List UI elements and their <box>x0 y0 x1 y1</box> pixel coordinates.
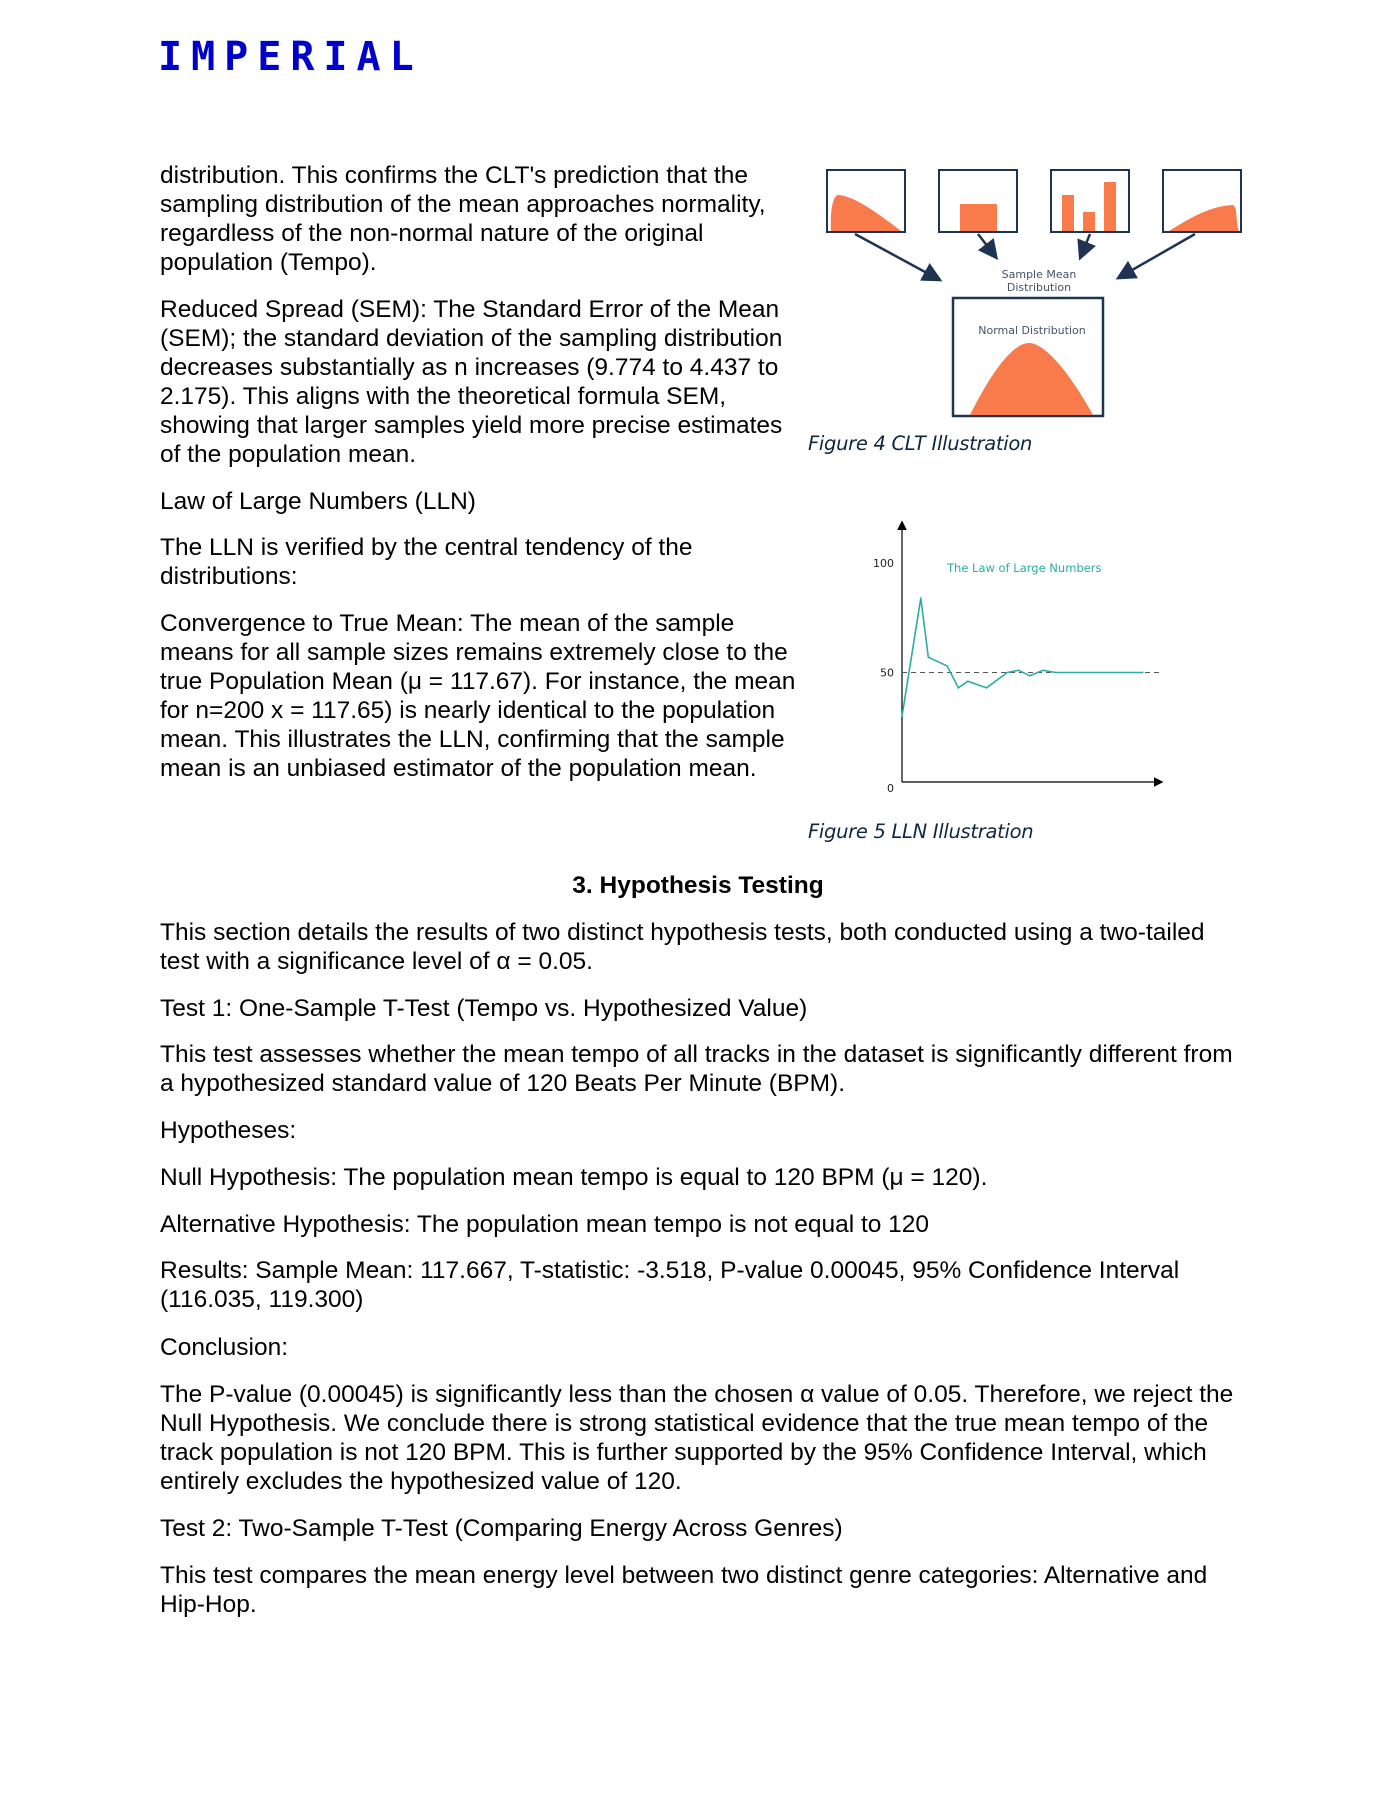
data-point <box>1142 672 1144 674</box>
convergence-paragraph: Convergence to True Mean: The mean of the sample means for all sample sizes remains extremely close to the true Population Mean (μ = 117.67). For instance, the mean for n=200 x = 117.65) is nearly identical to the population mean. This illustrates the LLN, confirming that the sample mean is an unbiased estimator of the population mean. <box>160 610 796 782</box>
normal-distribution-panel <box>953 298 1103 416</box>
data-point <box>901 716 903 718</box>
data-point <box>1029 675 1031 677</box>
arrow-icon <box>1120 234 1195 277</box>
data-point <box>958 687 960 689</box>
source-panel-bars <box>1051 170 1129 232</box>
clt-illustration <box>810 160 1250 440</box>
data-point <box>1006 672 1008 674</box>
data-point <box>1042 670 1044 672</box>
y-tick-label: 0 <box>887 782 894 795</box>
lln-subheading: Law of Large Numbers (LLN) <box>160 488 476 515</box>
arrow-icon <box>855 234 938 279</box>
data-point <box>928 656 930 658</box>
normal-distribution-label: Normal Distribution <box>978 324 1086 337</box>
data-point <box>920 597 922 599</box>
source-panel-right-skewed <box>827 170 905 232</box>
data-point <box>1055 672 1057 674</box>
source-panel-uniform <box>939 170 1017 232</box>
data-point <box>1018 670 1020 672</box>
test1-conclusion: The P-value (0.00045) is significantly less than the chosen α value of 0.05. Therefore, we reject the Null Hypothesis. We conclude there is strong statistical evidence that the true mean tempo of the track population is not 120 BPM. This is further supported by the 95% Confidence Interval, which entirely excludes the hypothesized value of 120. <box>160 1381 1234 1495</box>
chart-title: The Law of Large Numbers <box>947 561 1102 575</box>
sample-mean-label: Sample Mean <box>1001 268 1077 281</box>
sample-mean-label: Distribution <box>1006 281 1072 294</box>
y-tick-label: 100 <box>873 557 894 570</box>
data-point <box>946 665 948 667</box>
hypotheses-label: Hypotheses: <box>160 1117 297 1144</box>
data-point <box>967 680 969 682</box>
clt-normality-paragraph: distribution. This confirms the CLT's prediction that the sampling distribution of the mean approaches normality, regardless of the non-normal nature of the original population (Tempo). <box>160 162 766 276</box>
sem-paragraph: Reduced Spread (SEM): The Standard Error of the Mean (SEM); the standard deviation of the sampling distribution decreases substantially as n increases (9.774 to 4.437 to 2.175). This aligns with the theoretical formula SEM, showing that larger samples yield more precise estimates of the population mean. <box>160 296 783 468</box>
test1-description: This test assesses whether the mean tempo of all tracks in the dataset is significantly different from a hypothesized standard value of 120 Beats Per Minute (BPM). <box>160 1041 1233 1097</box>
test2-description: This test compares the mean energy level between two distinct genre categories: Alternative and Hip-Hop. <box>160 1562 1208 1618</box>
null-hypothesis: Null Hypothesis: The population mean tempo is equal to 120 BPM (μ = 120). <box>160 1164 988 1191</box>
section-heading: 3. Hypothesis Testing <box>572 872 824 899</box>
figure-4-caption: Figure 4 CLT Illustration <box>808 432 1033 455</box>
running-mean-line <box>902 598 1143 716</box>
test1-title: Test 1: One-Sample T-Test (Tempo vs. Hypothesized Value) <box>160 995 808 1022</box>
alternative-hypothesis: Alternative Hypothesis: The population mean tempo is not equal to 120 <box>160 1211 930 1238</box>
lln-intro-paragraph: The LLN is verified by the central tendency of the distributions: <box>160 534 693 590</box>
test2-title: Test 2: Two-Sample T-Test (Comparing Energy Across Genres) <box>160 1515 843 1542</box>
conclusion-label: Conclusion: <box>160 1334 289 1361</box>
test1-results: Results: Sample Mean: 117.667, T-statistic: -3.518, P-value 0.00045, 95% Confidence Interval (116.035, 119.300) <box>160 1257 1180 1313</box>
figure-5-caption: Figure 5 LLN Illustration <box>808 820 1034 843</box>
y-tick-label: 50 <box>880 666 894 680</box>
imperial-logo: IMPERIAL <box>158 34 423 80</box>
arrow-icon <box>978 234 995 256</box>
data-point <box>986 687 988 689</box>
lln-chart <box>850 510 1180 800</box>
section-intro: This section details the results of two distinct hypothesis tests, both conducted using a two-tailed test with a significance level of α = 0.05. <box>160 919 1205 975</box>
source-panel-left-skewed <box>1163 170 1241 232</box>
arrow-icon <box>1081 234 1090 256</box>
